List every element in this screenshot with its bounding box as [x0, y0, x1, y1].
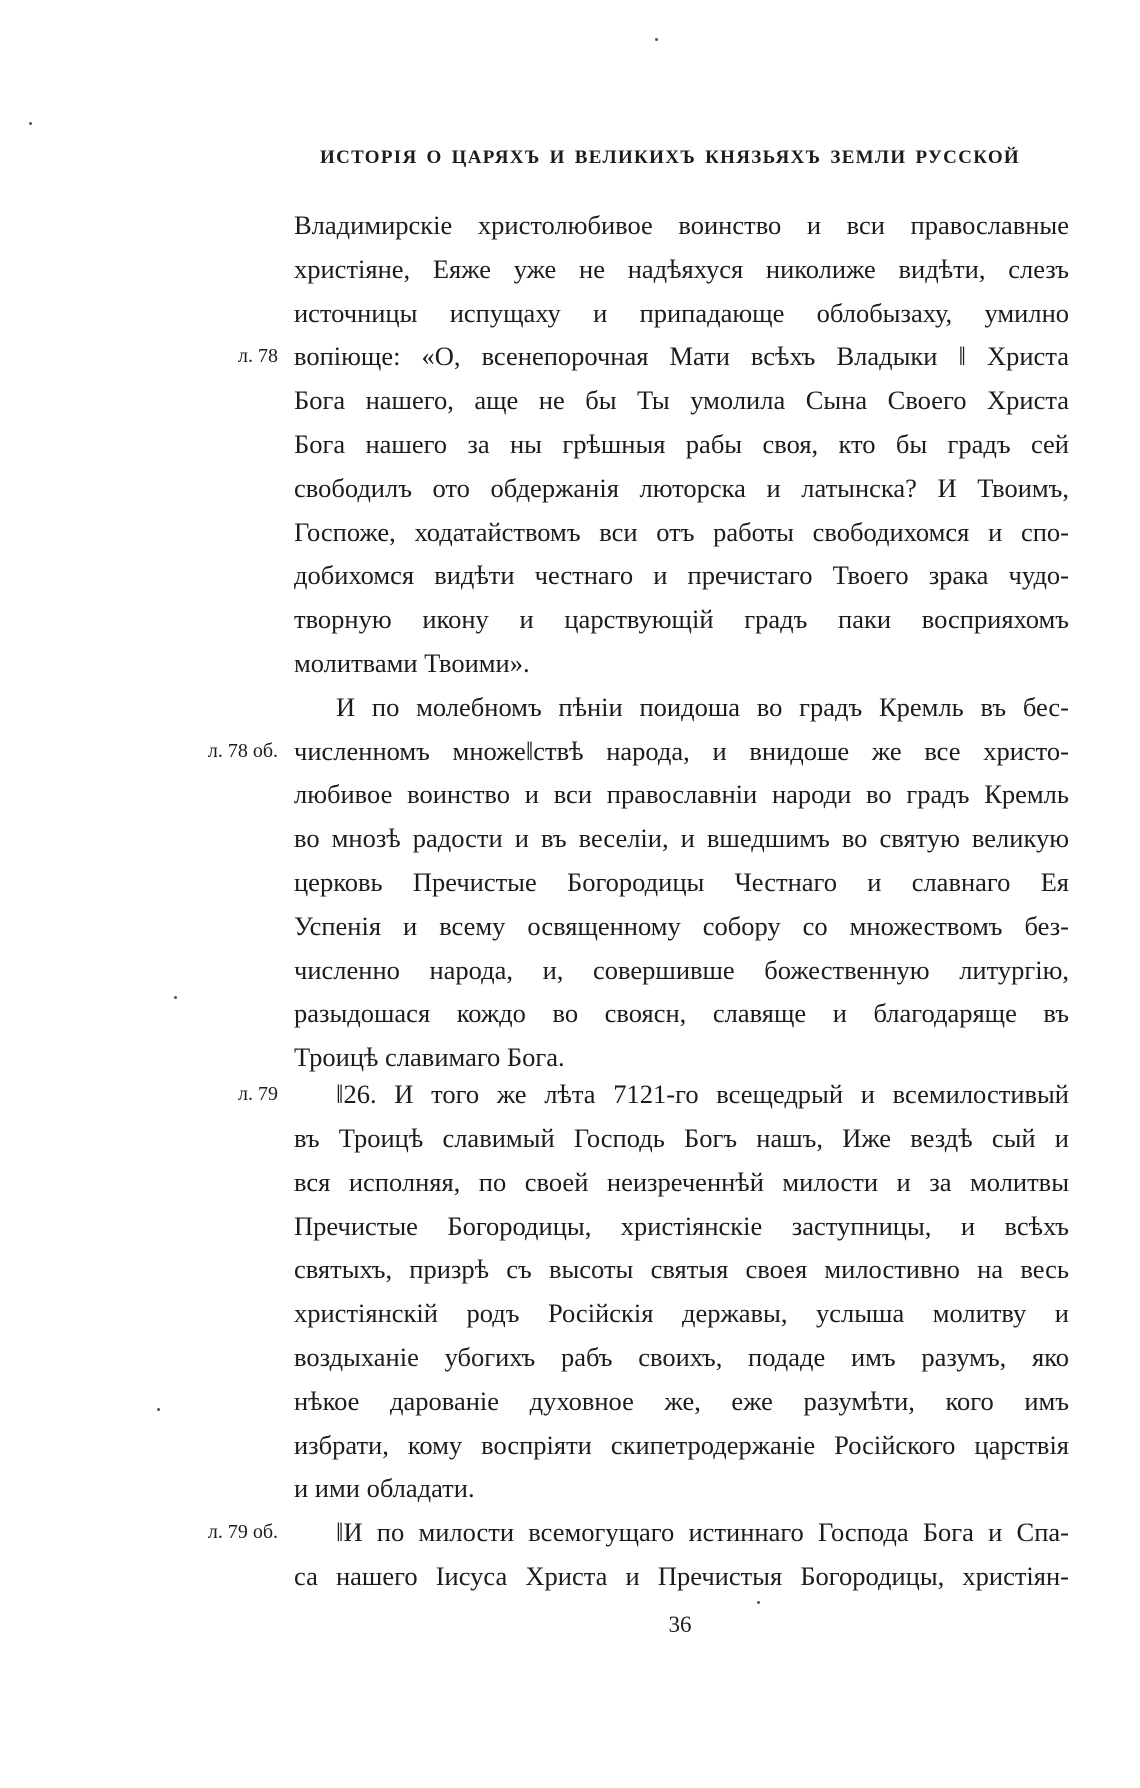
scan-speck [174, 996, 177, 999]
text-line: ‖И по милости всемогущаго истиннаго Господа Бога и Спа- [336, 1517, 1069, 1547]
text-line: Успенія и всему освященному собору со множествомъ без- [294, 911, 1069, 941]
scan-speck [757, 1601, 760, 1604]
margin-note-folio-79: л. 79 [238, 1083, 278, 1105]
text-line: Пречистые Богородицы, христіянскіе заступницы, и всѣхъ [294, 1211, 1069, 1241]
text-line: святыхъ, призрѣ съ высоты святыя своея милостивно на весь [294, 1254, 1069, 1284]
text-line: церковь Пречистые Богородицы Честнаго и славнаго Ея [294, 867, 1069, 897]
text-line: Троицѣ славимаго Бога. [294, 1042, 565, 1072]
text-line: во мнозѣ радости и въ веселіи, и вшедшимъ во святую великую [294, 823, 1069, 853]
text-line: численномъ множе‖ствѣ народа, и внидоше же все христо- [294, 736, 1069, 766]
scan-speck [157, 1408, 160, 1411]
text-line: и ими обладати. [294, 1473, 475, 1503]
text-line: Владимирскіе христолюбивое воинство и вси православные [294, 210, 1069, 240]
text-line: въ Троицѣ славимый Господь Богъ нашъ, Иже вездѣ сый и [294, 1123, 1069, 1153]
text-line: христіяне, Еяже уже не надѣяхуся николиже видѣти, слезъ [294, 254, 1069, 284]
scan-speck [655, 38, 658, 41]
text-line: Бога нашего за ны грѣшныя рабы своя, кто бы градъ сей [294, 429, 1069, 459]
text-line: молитвами Твоими». [294, 648, 530, 678]
text-line: христіянскій родъ Російскія державы, услыша молитву и [294, 1298, 1069, 1328]
text-line: вся исполняя, по своей неизреченнѣй милости и за молитвы [294, 1167, 1069, 1197]
text-line: са нашего Іисуса Христа и Пречистыя Богородицы, христіян- [294, 1561, 1069, 1591]
text-line: нѣкое дарованіе духовное же, еже разумѣти, кого имъ [294, 1386, 1069, 1416]
text-line: творную икону и царствующій градъ паки восприяхомъ [294, 604, 1069, 634]
margin-note-folio-79v: л. 79 об. [207, 1521, 278, 1543]
text-line: Бога нашего, аще не бы Ты умолила Сына Своего Христа [294, 385, 1069, 415]
text-line: Госпоже, ходатайствомъ вси отъ работы свободихомся и спо- [294, 517, 1069, 547]
margin-note-folio-78: л. 78 [238, 345, 278, 367]
page-number: 36 [668, 1612, 692, 1637]
margin-note-folio-78v: л. 78 об. [207, 740, 278, 762]
text-line: избрати, кому воспріяти скипетродержаніе Російского царствія [294, 1430, 1069, 1460]
running-head: ИСТОРІЯ О ЦАРЯХЪ И ВЕЛИКИХЪ КНЯЗЬЯХЪ ЗЕМЛИ РУССКОЙ [319, 147, 1020, 168]
scan-speck [29, 122, 32, 125]
text-line: воздыханіе убогихъ рабъ своихъ, подаде имъ разумъ, яко [294, 1342, 1069, 1372]
text-line: И по молебномъ пѣніи поидоша во градъ Кремль въ бес- [336, 692, 1069, 722]
text-line: любивое воинство и вси православніи народи во градъ Кремль [294, 779, 1069, 809]
text-line: добихомся видѣти честнаго и пречистаго Твоего зрака чудо- [294, 560, 1069, 590]
text-line: ‖26. И того же лѣта 7121-го всещедрый и всемилостивый [336, 1079, 1069, 1109]
text-line: разыдошася кождо во своясн, славяще и благодаряще въ [294, 998, 1069, 1028]
text-line: свободилъ ото обдержанія люторска и латынска? И Твоимъ, [294, 473, 1069, 503]
text-line: вопіюще: «О, всенепорочная Мати всѣхъ Владыки ‖ Христа [294, 341, 1069, 371]
text-line: численно народа, и, совершивше божественную литургію, [294, 955, 1069, 985]
text-line: источницы испущаху и припадающе облобызаху, умилно [294, 298, 1069, 328]
